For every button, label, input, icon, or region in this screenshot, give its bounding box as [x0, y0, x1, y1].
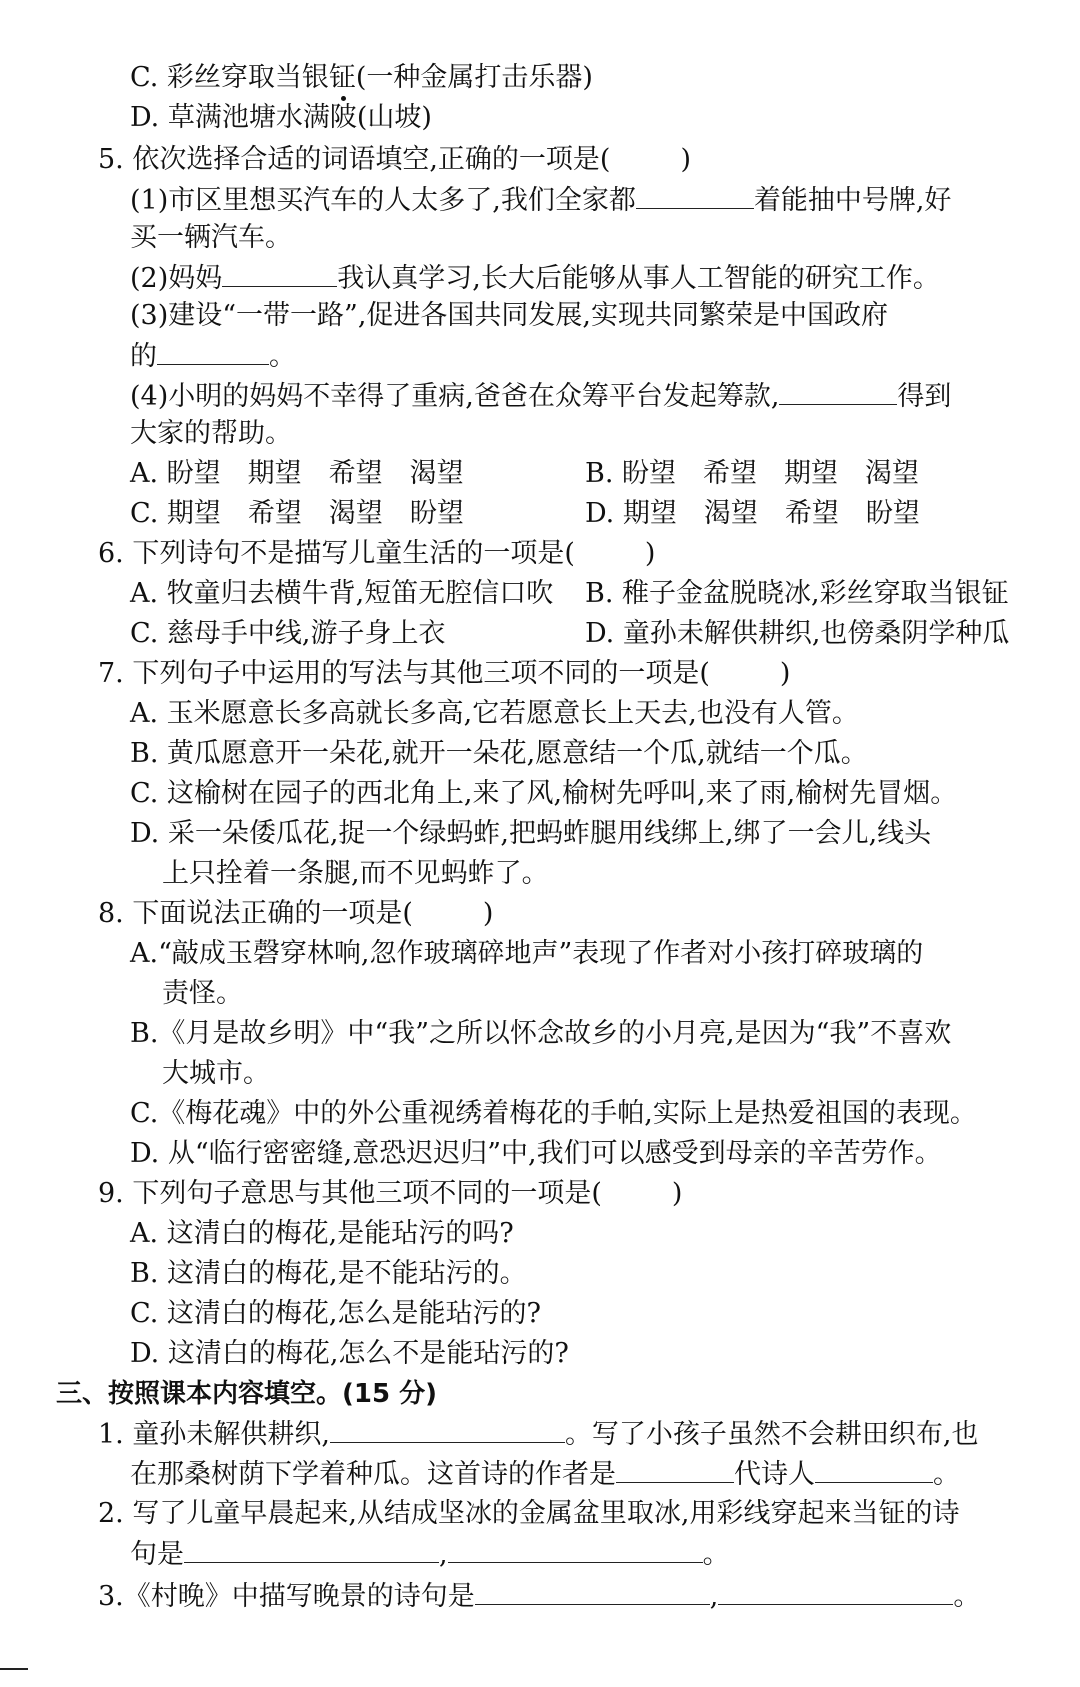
q5-sentence-2: [130, 260, 940, 297]
q5-option-c[interactable]: C. 期望 希望 渴望 盼望: [130, 498, 464, 529]
fill-1-blank-poet[interactable]: [815, 1456, 933, 1483]
q5-stem: [98, 142, 691, 178]
q5-s1-text-b: 着能抽中号牌,好: [753, 185, 952, 216]
q4-option-d-suffix: (山坡): [356, 102, 432, 133]
q9-option-a[interactable]: A. 这清白的梅花,是能玷污的吗?: [130, 1218, 514, 1249]
fill-2-cont: [130, 1536, 730, 1573]
q8-paren-close: ): [482, 898, 494, 929]
fill-2: 2. 写了儿童早晨起来,从结成坚冰的金属盆里取冰,用彩线穿起来当钲的诗: [98, 1498, 960, 1529]
fill-1-text-b: 。写了小孩子虽然不会耕田织布,也: [564, 1419, 979, 1450]
q4-option-c: C. 彩丝穿取当银钲(一种金属打击乐器): [130, 62, 593, 93]
q9-option-d[interactable]: D. 这清白的梅花,怎么不是能玷污的?: [130, 1338, 569, 1369]
q7-paren-close: ): [779, 658, 791, 689]
fill-1-text-e: 。: [933, 1459, 960, 1490]
q4-emphasis-char: 陂: [329, 102, 357, 133]
q6-option-b[interactable]: B. 稚子金盆脱晓冰,彩丝穿取当银钲: [585, 578, 1009, 609]
fill-1-blank-dynasty[interactable]: [616, 1456, 734, 1483]
q4-option-d-prefix: D. 草满池塘水满: [130, 102, 330, 133]
q8-stem-text: 8. 下面说法正确的一项是(: [98, 898, 413, 929]
fill-1-blank-line[interactable]: [330, 1416, 565, 1443]
q8-option-d[interactable]: D. 从“临行密密缝,意恐迟迟归”中,我们可以感受到母亲的辛苦劳作。: [130, 1138, 942, 1169]
section-3-title: 三、按照课本内容填空。(15 分): [56, 1379, 437, 1409]
q5-stem-text: 5. 依次选择合适的词语填空,正确的一项是(: [98, 144, 611, 175]
q8-option-b[interactable]: B.《月是故乡明》中“我”之所以怀念故乡的小月亮,是因为“我”不喜欢: [130, 1018, 952, 1049]
q5-option-b[interactable]: B. 盼望 希望 期望 渴望: [585, 458, 920, 489]
q6-paren-close: ): [644, 538, 656, 569]
q8-option-b-cont: 大城市。: [162, 1058, 270, 1089]
fill-2-blank-1[interactable]: [184, 1536, 439, 1563]
fill-1-text-a: 1. 童孙未解供耕织,: [98, 1419, 330, 1450]
q7-option-a[interactable]: A. 玉米愿意长多高就长多高,它若愿意长上天去,也没有人管。: [130, 698, 859, 729]
q5-paren-close: ): [680, 144, 692, 175]
q9-stem-text: 9. 下列句子意思与其他三项不同的一项是(: [98, 1178, 602, 1209]
fill-1: [98, 1416, 979, 1453]
q7-option-c[interactable]: C. 这榆树在园子的西北角上,来了风,榆树先呼叫,来了雨,榆树先冒烟。: [130, 778, 958, 809]
q5-sentence-1: [130, 182, 951, 219]
page-footer-rule: [0, 1668, 28, 1670]
q5-s4-text-a: (4)小明的妈妈不幸得了重病,爸爸在众筹平台发起筹款,: [130, 381, 780, 412]
q7-stem-text: 7. 下列句子中运用的写法与其他三项不同的一项是(: [98, 658, 710, 689]
q7-option-d-cont: 上只拴着一条腿,而不见蚂蚱了。: [162, 858, 549, 889]
q8-option-a-cont: 责怪。: [162, 978, 243, 1009]
fill-3-text-b: ,: [709, 1581, 719, 1612]
q6-option-a[interactable]: A. 牧童归去横牛背,短笛无腔信口吹: [130, 578, 554, 609]
q5-s2-blank[interactable]: [222, 260, 337, 287]
fill-3-text-c: 。: [953, 1581, 981, 1612]
q6-option-d[interactable]: D. 童孙未解供耕织,也傍桑阴学种瓜: [585, 618, 1010, 649]
q7-option-d[interactable]: D. 采一朵倭瓜花,捉一个绿蚂蚱,把蚂蚱腿用线绑上,绑了一会儿,线头: [130, 818, 932, 849]
fill-2-text-d: 。: [702, 1539, 730, 1570]
fill-3: [98, 1578, 980, 1615]
fill-1-text-d: 代诗人: [734, 1459, 815, 1490]
q5-s1-text-a: (1)市区里想买汽车的人太多了,我们全家都: [130, 185, 636, 216]
q5-s3-blank[interactable]: [157, 338, 269, 365]
q5-s3-text-c: 。: [269, 341, 296, 372]
q7-option-b[interactable]: B. 黄瓜愿意开一朵花,就开一朵花,愿意结一个瓜,就结一个瓜。: [130, 738, 868, 769]
q6-stem: [98, 536, 655, 572]
q5-option-d[interactable]: D. 期望 渴望 希望 盼望: [585, 498, 920, 529]
q5-option-a[interactable]: A. 盼望 期望 希望 渴望: [130, 458, 464, 489]
fill-1-text-c: 在那桑树荫下学着种瓜。这首诗的作者是: [130, 1459, 616, 1490]
q8-option-c[interactable]: C.《梅花魂》中的外公重视绣着梅花的手帕,实际上是热爱祖国的表现。: [130, 1098, 977, 1129]
fill-3-blank-2[interactable]: [718, 1578, 953, 1605]
q5-s4-text-b: 得到: [897, 381, 952, 412]
q5-sentence-4-cont: 大家的帮助。: [130, 418, 292, 449]
q6-stem-text: 6. 下列诗句不是描写儿童生活的一项是(: [98, 538, 575, 569]
q9-option-c[interactable]: C. 这清白的梅花,怎么是能玷污的?: [130, 1298, 541, 1329]
fill-3-blank-1[interactable]: [475, 1578, 710, 1605]
q8-option-a[interactable]: A.“敲成玉磬穿林响,忽作玻璃碎地声”表现了作者对小孩打碎玻璃的: [130, 938, 924, 969]
fill-1-cont: [130, 1456, 960, 1493]
fill-2-text-b: 句是: [130, 1539, 184, 1570]
q6-option-c[interactable]: C. 慈母手中线,游子身上衣: [130, 618, 446, 649]
fill-2-blank-2[interactable]: [448, 1536, 703, 1563]
q4-option-d: [130, 100, 432, 136]
q9-stem: [98, 1176, 682, 1212]
fill-2-text-c: ,: [439, 1539, 448, 1570]
q9-option-b[interactable]: B. 这清白的梅花,是不能玷污的。: [130, 1258, 527, 1289]
q5-s4-blank[interactable]: [779, 378, 897, 405]
fill-3-text-a: 3.《村晚》中描写晚景的诗句是: [98, 1581, 475, 1612]
q5-s3-text-b: 的: [130, 341, 157, 372]
q5-sentence-4: [130, 378, 951, 415]
q5-sentence-3-cont: [130, 338, 296, 375]
q7-stem: [98, 656, 790, 692]
q9-paren-close: ): [671, 1178, 683, 1209]
q5-s2-text-b: 我认真学习,长大后能够从事人工智能的研究工作。: [337, 263, 940, 294]
q5-s2-text-a: (2)妈妈: [130, 263, 223, 294]
q5-s1-blank[interactable]: [636, 182, 754, 209]
q8-stem: [98, 896, 493, 932]
q5-sentence-1-cont: 买一辆汽车。: [130, 222, 292, 253]
q5-sentence-3: (3)建设“一带一路”,促进各国共同发展,实现共同繁荣是中国政府: [130, 300, 889, 331]
